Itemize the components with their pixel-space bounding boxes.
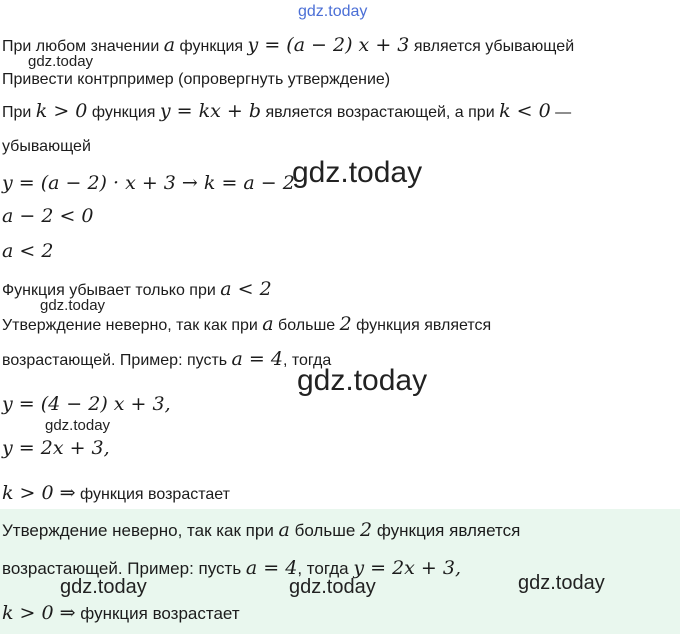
watermark: gdz.today — [292, 156, 423, 189]
calc-1: y = (4 − 2) x + 3, — [2, 393, 171, 415]
watermark: gdz.today — [60, 576, 147, 598]
conclusion-line: k > 0 ⇒ функция возрастает — [2, 482, 230, 504]
task-instruction: Привести контрпример (опровергнуть утверждение) — [2, 71, 391, 88]
task-statement: При любом значении a функция y = (a − 2) x + 3 является убывающей — [2, 34, 575, 56]
rule-line-1: При k > 0 функция y = kx + b является возрастающей, а при k < 0 — — [2, 100, 572, 122]
watermark: gdz.today — [28, 53, 94, 70]
math-formula: y = (a − 2) x + 3 — [247, 34, 410, 56]
watermark: gdz.today — [297, 364, 428, 397]
watermark: gdz.today — [289, 576, 376, 598]
calc-2: y = 2x + 3, — [2, 437, 110, 459]
step-2: a − 2 < 0 — [2, 205, 94, 227]
watermark: gdz.today — [518, 572, 605, 594]
decrease-line: Функция убывает только при a < 2 — [2, 278, 272, 300]
step-3: a < 2 — [2, 240, 54, 262]
claim-line: Утверждение неверно, так как при a больше 2 функция является — [2, 313, 492, 335]
answer-line-1: Утверждение неверно, так как при a больше 2 функция является — [2, 519, 521, 541]
answer-line-2: возрастающей. Пример: пусть a = 4, тогда y = 2x + 3, — [2, 557, 462, 579]
watermark-top: gdz.today — [298, 3, 368, 20]
math-var: a — [163, 34, 176, 56]
answer-line-3: k > 0 ⇒ функция возрастает — [2, 602, 240, 624]
example-line: возрастающей. Пример: пусть a = 4, тогда — [2, 348, 332, 370]
rule-line-2: убывающей — [2, 138, 91, 155]
watermark: gdz.today — [45, 417, 111, 434]
watermark: gdz.today — [40, 297, 106, 314]
step-1: y = (a − 2) · x + 3 → k = a − 2 — [2, 172, 295, 194]
